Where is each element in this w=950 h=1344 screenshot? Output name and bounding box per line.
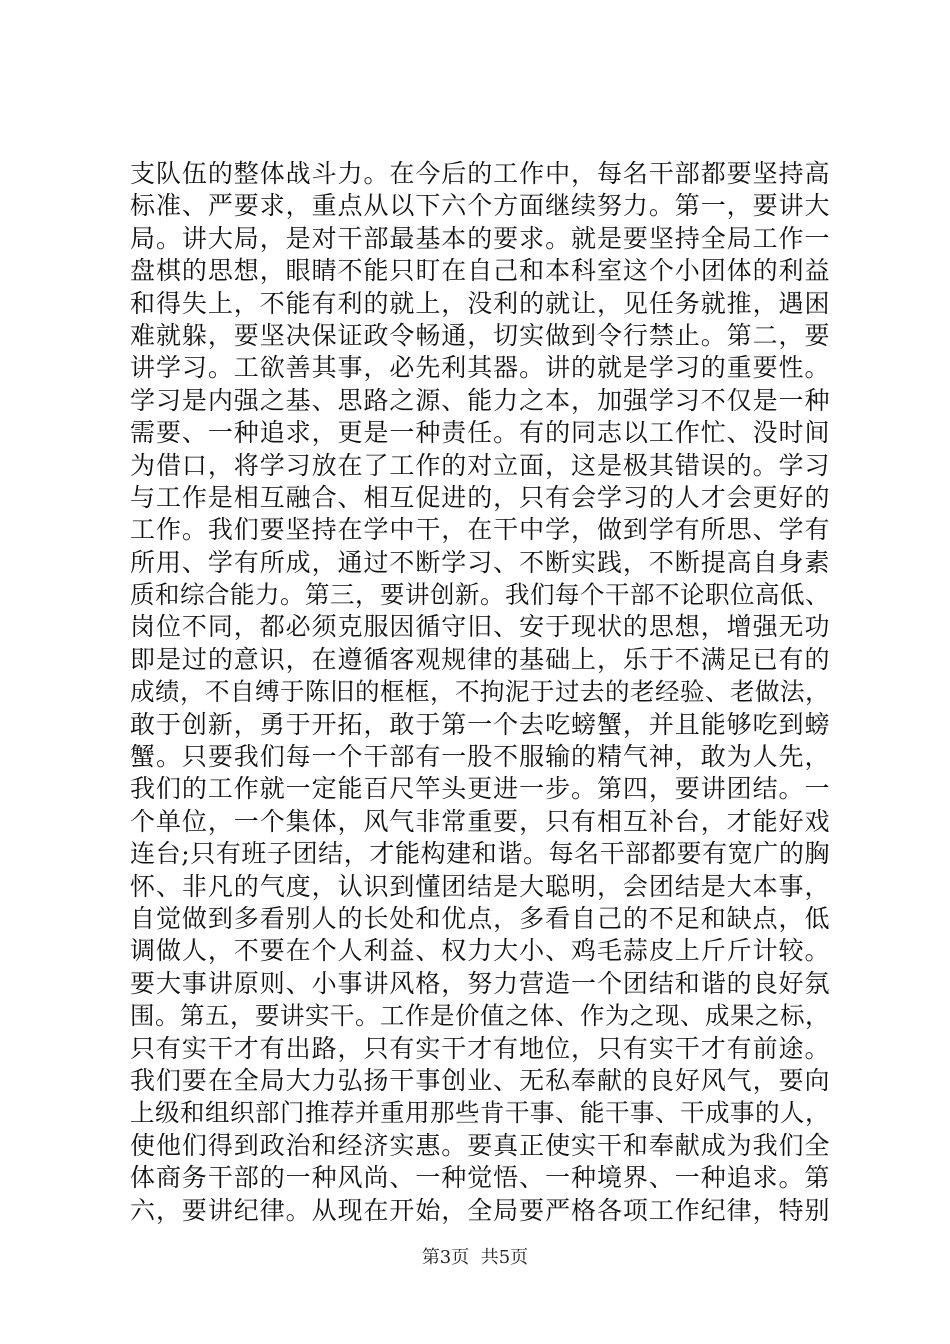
text-line: 岗位不同，都必须克服因循守旧、安于现状的思想，增强无功 (130, 612, 830, 642)
text-line: 围。第五，要讲实干。工作是价值之体、作为之现、成果之标， (130, 1001, 830, 1031)
text-line: 敢于创新，勇于开拓，敢于第一个去吃螃蟹，并且能够吃到螃 (130, 709, 830, 739)
text-line: 标准、严要求，重点从以下六个方面继续努力。第一，要讲大 (130, 191, 830, 221)
text-line: 学习是内强之基、思路之源、能力之本，加强学习不仅是一种 (130, 385, 830, 415)
text-line: 怀、非凡的气度，认识到懂团结是大聪明，会团结是大本事， (130, 871, 830, 901)
text-line: 我们要在全局大力弘扬干事创业、无私奉献的良好风气，要向 (130, 1065, 830, 1095)
text-line: 与工作是相互融合、相互促进的，只有会学习的人才会更好的 (130, 482, 830, 512)
text-line: 调做人，不要在个人利益、权力大小、鸡毛蒜皮上斤斤计较。 (130, 936, 830, 966)
body-text (130, 158, 830, 1227)
text-line: 连台;只有班子团结，才能构建和谐。每名干部都要有宽广的胸 (130, 839, 830, 869)
text-line: 讲学习。工欲善其事，必先利其器。讲的就是学习的重要性。 (130, 353, 830, 383)
text-line: 蟹。只要我们每一个干部有一股不服输的精气神，敢为人先， (130, 742, 830, 772)
page-number: 第3页 共5页 (421, 1247, 529, 1268)
text-line: 质和综合能力。第三，要讲创新。我们每个干部不论职位高低、 (130, 580, 830, 610)
page-footer (0, 1247, 950, 1269)
text-line: 支队伍的整体战斗力。在今后的工作中，每名干部都要坚持高 (130, 159, 830, 188)
text-line: 个单位，一个集体，风气非常重要，只有相互补台，才能好戏 (130, 806, 830, 836)
text-line: 要大事讲原则、小事讲风格，努力营造一个团结和谐的良好氛 (130, 968, 830, 998)
text-line: 难就躲，要坚决保证政令畅通，切实做到令行禁止。第二，要 (130, 320, 830, 350)
text-line: 局。讲大局，是对干部最基本的要求。就是要坚持全局工作一 (130, 223, 830, 253)
text-line: 工作。我们要坚持在学中干，在干中学，做到学有所思、学有 (130, 515, 830, 545)
text-line: 上级和组织部门推荐并重用那些肯干事、能干事、干成事的人， (130, 1098, 830, 1128)
text-line: 体商务干部的一种风尚、一种觉悟、一种境界、一种追求。第 (130, 1163, 830, 1193)
text-line: 即是过的意识，在遵循客观规律的基础上，乐于不满足已有的 (130, 644, 830, 674)
text-line: 所用、学有所成，通过不断学习、不断实践，不断提高自身素 (130, 547, 830, 577)
text-line: 为借口，将学习放在了工作的对立面，这是极其错误的。学习 (130, 450, 830, 480)
text-line: 成绩，不自缚于陈旧的框框，不拘泥于过去的老经验、老做法， (130, 677, 830, 707)
text-line: 和得失上，不能有利的就上，没利的就让，见任务就推，遇困 (130, 288, 830, 318)
text-line: 使他们得到政治和经济实惠。要真正使实干和奉献成为我们全 (130, 1130, 830, 1160)
text-line: 需要、一种追求，更是一种责任。有的同志以工作忙、没时间 (130, 418, 830, 448)
text-line: 我们的工作就一定能百尺竿头更进一步。第四，要讲团结。一 (130, 774, 830, 804)
text-line: 自觉做到多看别人的长处和优点，多看自己的不足和缺点，低 (130, 903, 830, 933)
text-line: 只有实干才有出路，只有实干才有地位，只有实干才有前途。 (130, 1033, 830, 1063)
text-line: 盘棋的思想，眼睛不能只盯在自己和本科室这个小团体的利益 (130, 256, 830, 286)
text-line: 六，要讲纪律。从现在开始，全局要严格各项工作纪律，特别 (130, 1195, 830, 1225)
